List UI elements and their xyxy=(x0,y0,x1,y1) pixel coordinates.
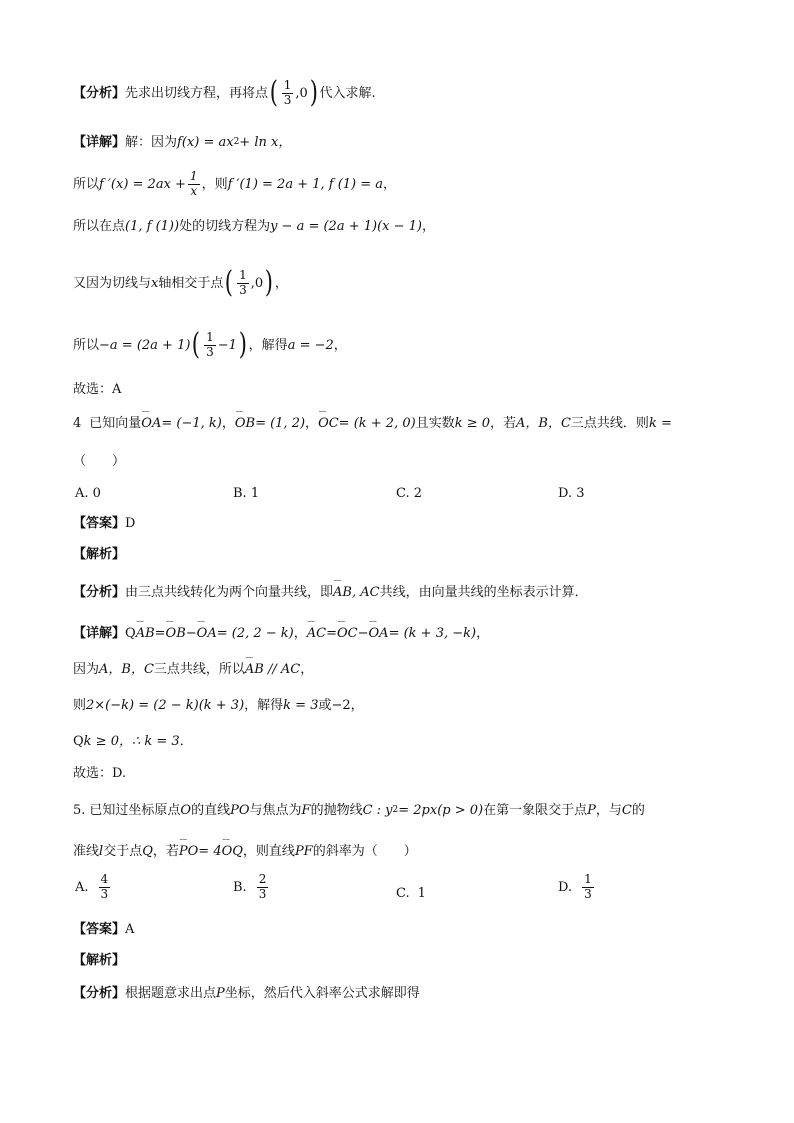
text: ，解得 xyxy=(248,337,288,353)
option-a: A. 0 xyxy=(75,486,101,501)
option-c: C. 2 xyxy=(396,486,423,501)
vector: ⌣⌣ OA xyxy=(141,417,161,430)
choice-line xyxy=(73,383,754,396)
text: 代入求解. xyxy=(319,85,376,101)
math: f ′(x) = 2ax + xyxy=(99,176,186,192)
text: 处的切线方程为 xyxy=(179,219,271,234)
math: k ≥ 0 xyxy=(454,416,491,431)
vector: ⌣⌣ AB // AC xyxy=(245,663,300,676)
q5-option-c: C. 1 xyxy=(396,886,426,901)
text: 已知向量 xyxy=(89,416,142,431)
vector: ⌣⌣ OQ xyxy=(222,845,243,858)
option-b: B. 1 xyxy=(233,486,260,501)
math: x xyxy=(151,275,159,291)
q4-detail-3: 则 2×(−k) = (2 − k)(k + 3) ，解得 k = 3 或−2， xyxy=(73,698,364,713)
question-5-stem-2: 准线 l 交于点 Q ，若 ⌣⌣ PO = 4 ⌣⌣ OQ ，则直线 PF 的斜率为（ ） xyxy=(73,845,754,858)
text: 故选：A xyxy=(73,382,122,397)
math: f ′(1) = 2a + 1, f (1) = a xyxy=(227,176,384,192)
text: 所以在点 xyxy=(73,219,126,234)
text: 由三点共线转化为两个向量共线，即 xyxy=(125,585,334,600)
text: Q xyxy=(125,626,136,641)
text: 解：因为 xyxy=(125,135,178,150)
vector: ⌣⌣ AB, AC xyxy=(333,586,380,599)
q4-detail-2: 因为 A，B，C 三点共线，所以 ⌣⌣ AB // AC ， xyxy=(73,663,754,676)
answer-tag: 【答案】 xyxy=(73,516,126,531)
q5-jiexi-line: 【解析】 xyxy=(73,953,126,968)
question-4-stem xyxy=(73,417,754,430)
math: −a = (2a + 1) xyxy=(99,337,191,353)
fraction: $\frac{4}{3}$ xyxy=(100,872,109,901)
math: A，B，C xyxy=(516,416,571,431)
fraction: $\frac{1}{3}$ xyxy=(206,329,214,359)
math: = (−1, k) xyxy=(161,416,222,431)
jiexi-tag: 【解析】 xyxy=(73,547,126,562)
detail-line-1 xyxy=(73,136,754,149)
math: y − a = (2a + 1)(x − 1) xyxy=(270,219,422,234)
vector: ⌣⌣ OA xyxy=(369,627,389,640)
text: 所以 xyxy=(73,337,100,353)
detail-line-4: 又因为切线与 x 轴相交于点 ( $\frac{1}{3}$ ,0 ) ， xyxy=(73,265,288,300)
text: ，若 xyxy=(490,416,517,431)
text: ,0 xyxy=(295,85,308,101)
math: −1 xyxy=(217,337,237,353)
text: （ ） xyxy=(73,454,126,469)
q5-analysis: 【分析】 根据题意求出点 P 坐标，然后代入斜率公式求解即得 xyxy=(73,986,420,1001)
q5-option-d: D. $\frac{1}{3}$ xyxy=(558,872,592,901)
analysis-tag: 【分析】 xyxy=(73,585,126,600)
text: ， xyxy=(421,219,435,234)
question-number: 5. xyxy=(73,803,86,818)
detail-line-3 xyxy=(73,220,754,233)
text: 先求出切线方程，再将点 xyxy=(125,85,269,101)
text: 又因为切线与 xyxy=(73,275,152,291)
fraction: $\frac{1}{3}$ xyxy=(239,267,247,297)
text: ,0 xyxy=(250,275,264,291)
q5-option-a: A. $\frac{4}{3}$ xyxy=(75,872,109,901)
detail-line-5: 所以 −a = (2a + 1) ( $\frac{1}{3}$ −1 ) ，解得 a = −2 ， xyxy=(73,327,347,362)
q4-analysis xyxy=(73,586,754,599)
text: 共线，由向量共线的坐标表示计算． xyxy=(379,585,588,600)
fraction: $\frac{1}{3}$ xyxy=(283,77,292,107)
vector: ⌣⌣ AB xyxy=(136,627,155,640)
q4-detail-1: 【详解】 Q ⌣⌣ AB = ⌣⌣ OB − ⌣⌣ OA = (2, 2 − k) ， ⌣⌣ AC = ⌣⌣ OC − ⌣⌣ OA = (k + 3, −k) ， xyxy=(73,627,754,640)
detail-line-2 xyxy=(73,170,754,199)
fraction: $\frac{2}{3}$ xyxy=(258,872,267,901)
fraction: $\frac{1}{3}$ xyxy=(584,872,592,901)
text: 轴相交于点 xyxy=(158,275,224,291)
vector: ⌣⌣ OC xyxy=(318,417,339,430)
math: (1, f (1)) xyxy=(125,219,180,234)
option-d: D. 3 xyxy=(558,486,585,501)
superscript: 2 xyxy=(233,137,240,147)
q5-answer-line: 【答案】 A xyxy=(73,922,135,937)
math: = (1, 2) xyxy=(255,416,306,431)
q4-detail-4: Q k ≥ 0， ∴ k = 3 ． xyxy=(73,734,193,749)
question-5-stem-1: 5. 已知过坐标原点 O 的直线 PO 与焦点为 F 的抛物线 C : y 2 = 2px(p > 0) 在第一象限交于点 P ，与 C 的 xyxy=(73,803,645,818)
detail-tag: 【详解】 xyxy=(73,626,126,641)
math: + ln x， xyxy=(239,135,292,150)
vector: ⌣⌣ PO xyxy=(179,845,198,858)
text: ，则 xyxy=(201,176,228,192)
question-4-blank xyxy=(73,455,754,468)
math: a = −2 xyxy=(287,337,334,353)
text: ， xyxy=(274,275,288,291)
jiexi-line xyxy=(73,548,754,561)
text: ， xyxy=(383,176,397,192)
analysis-line-1: 【分析】 先求出切线方程，再将点 ( $\frac{1}{3}$ ,0 ) 代入求解. xyxy=(73,75,376,110)
text: ， xyxy=(221,416,235,431)
vector: ⌣⌣ OB xyxy=(235,417,255,430)
fraction: $\frac{1}{x}$ xyxy=(189,169,198,198)
text: ， xyxy=(333,337,347,353)
text: 所以 xyxy=(73,176,100,192)
text: 三点共线．则 xyxy=(570,416,649,431)
answer-line xyxy=(73,517,754,530)
detail-tag: 【详解】 xyxy=(73,135,126,150)
text: 且实数 xyxy=(415,416,455,431)
question-number: 4 xyxy=(73,416,82,431)
analysis-tag: 【分析】 xyxy=(73,85,126,101)
vector: ⌣⌣ OA xyxy=(197,627,217,640)
text: ， xyxy=(305,416,319,431)
math: = (k + 2, 0) xyxy=(338,416,416,431)
math: (x) = ax xyxy=(181,135,234,150)
math: f xyxy=(177,135,182,150)
vector: ⌣⌣ AC xyxy=(307,627,326,640)
q5-option-b: B. $\frac{2}{3}$ xyxy=(233,872,267,901)
math: k = xyxy=(648,416,672,431)
q4-choice: 故选：D. xyxy=(73,766,127,781)
vector: ⌣⌣ OB xyxy=(166,627,186,640)
answer: D xyxy=(125,516,136,531)
vector: ⌣⌣ OC xyxy=(337,627,358,640)
